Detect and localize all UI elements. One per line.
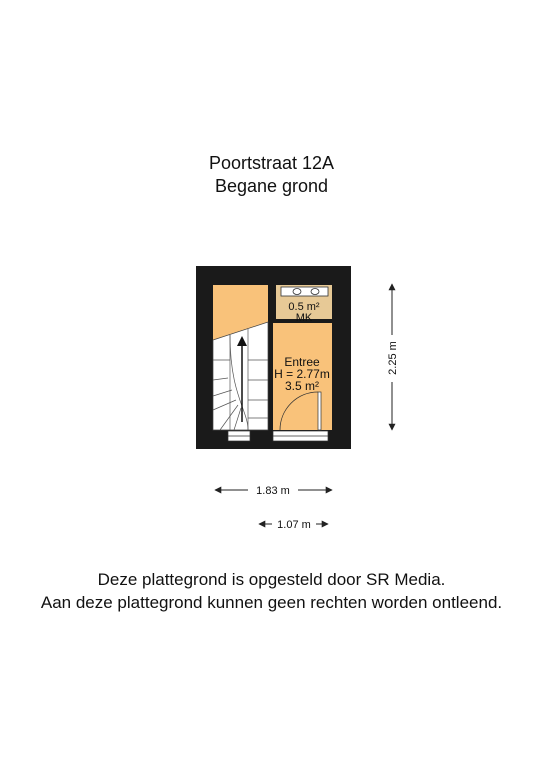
dim-height-label: 2.25 m bbox=[387, 341, 399, 375]
staircase bbox=[213, 322, 268, 430]
entree-door-leaf bbox=[318, 392, 321, 430]
dim-total-width-label: 1.83 m bbox=[256, 485, 290, 497]
entree-area-label: 3.5 m² bbox=[284, 379, 320, 393]
address-title: Poortstraat 12A bbox=[208, 153, 335, 173]
footer-disclaimer-line1: Deze plattegrond is opgesteld door SR Media. bbox=[97, 570, 446, 589]
floor-subtitle: Begane grond bbox=[214, 176, 329, 196]
mk-name-label: MK bbox=[295, 312, 313, 324]
dim-inner-width-label: 1.07 m bbox=[277, 519, 311, 531]
entree-name-label: Entree bbox=[284, 355, 320, 369]
mk-area-label: 0.5 m² bbox=[288, 301, 320, 313]
internal-wall bbox=[268, 285, 273, 430]
entree-height-label: H = 2.77m bbox=[274, 367, 330, 381]
footer-disclaimer-line2: Aan deze plattegrond kunnen geen rechten worden ontleend. bbox=[40, 593, 503, 612]
toilet-fixture bbox=[281, 287, 328, 296]
